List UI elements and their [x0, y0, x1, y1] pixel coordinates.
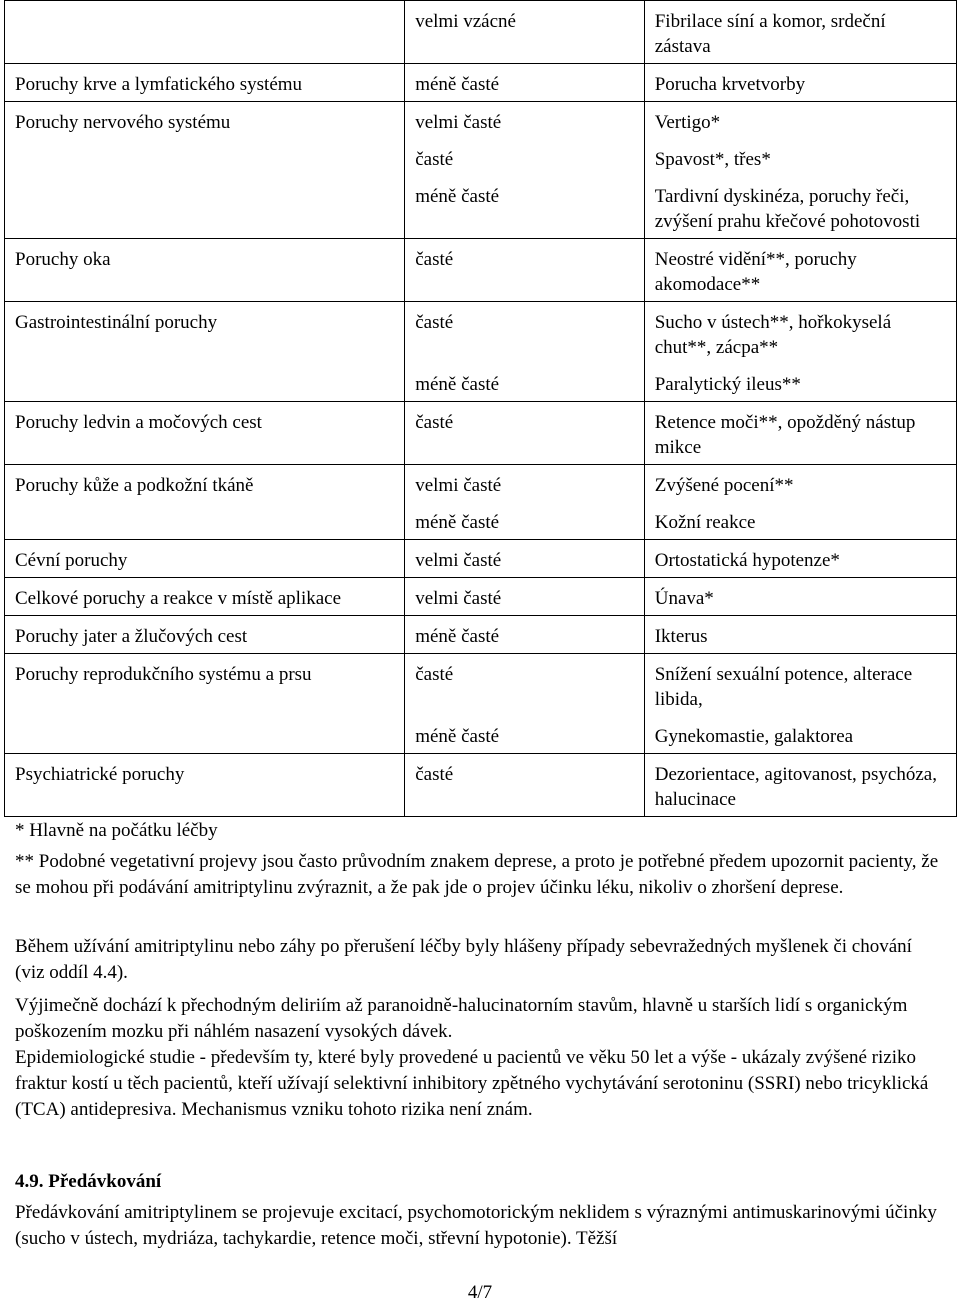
effect-cell: Dezorientace, agitovanost, psychóza, halucinace: [644, 754, 956, 817]
organ-cell: [5, 1, 405, 64]
organ-cell: Poruchy kůže a podkožní tkáně: [5, 465, 405, 503]
footnote-single-asterisk: * Hlavně na počátku léčby: [15, 820, 218, 841]
effect-cell: Porucha krvetvorby: [644, 64, 956, 102]
table-row: [5, 1, 957, 64]
frequency-cell: velmi vzácné: [405, 1, 645, 64]
frequency-cell: méně časté: [405, 64, 645, 102]
page-number: 4/7: [467, 1282, 493, 1303]
effect-cell: Ortostatická hypotenze*: [644, 540, 956, 578]
paragraph-delirium: Výjimečně dochází k přechodným deliriím až paranoidně-halucinatorním stavům, hlavně u starších lidí s organickým poškozením mozku při náhlém nasazení vysokých dávek.: [15, 995, 908, 1042]
organ-cell: Poruchy jater a žlučových cest: [5, 616, 405, 654]
effect-cell: Gynekomastie, galaktorea: [644, 716, 956, 754]
effect-cell: Fibrilace síní a komor, srdeční zástava: [644, 1, 956, 64]
organ-cell: Psychiatrické poruchy: [5, 754, 405, 817]
table-row: [5, 502, 957, 540]
frequency-cell: méně časté: [405, 176, 645, 239]
effect-cell: Ikterus: [644, 616, 956, 654]
organ-cell: Poruchy oka: [5, 239, 405, 302]
organ-cell: Poruchy ledvin a močových cest: [5, 402, 405, 465]
section-heading: [15, 1169, 940, 1195]
organ-cell: [5, 364, 405, 402]
table-row: [5, 716, 957, 754]
effect-cell: Paralytický ileus**: [644, 364, 956, 402]
organ-cell: Cévní poruchy: [5, 540, 405, 578]
table-row: [5, 402, 957, 465]
effect-cell: Neostré vidění**, poruchy akomodace**: [644, 239, 956, 302]
paragraph-suicidal-thoughts: Během užívání amitriptylinu nebo záhy po přerušení léčby byly hlášeny případy sebevražedných myšlenek či chování (viz oddíl 4.4).: [15, 936, 912, 983]
organ-cell: Poruchy nervového systému: [5, 102, 405, 140]
organ-cell: Poruchy reprodukčního systému a prsu: [5, 654, 405, 717]
table-row: [5, 239, 957, 302]
effect-cell: Únava*: [644, 578, 956, 616]
frequency-cell: velmi časté: [405, 465, 645, 503]
table-row: [5, 616, 957, 654]
frequency-cell: méně časté: [405, 502, 645, 540]
section-title: Předávkování: [48, 1171, 162, 1192]
frequency-cell: méně časté: [405, 716, 645, 754]
table-row: [5, 578, 957, 616]
organ-cell: [5, 502, 405, 540]
frequency-cell: časté: [405, 654, 645, 717]
table-row: [5, 754, 957, 817]
adverse-effects-table-body: [5, 1, 957, 817]
effect-cell: Vertigo*: [644, 102, 956, 140]
effect-cell: Spavost*, třes*: [644, 139, 956, 176]
table-row: [5, 102, 957, 140]
frequency-cell: časté: [405, 239, 645, 302]
effect-cell: Sucho v ústech**, hořkokyselá chut**, zácpa**: [644, 302, 956, 365]
organ-cell: Celkové poruchy a reakce v místě aplikace: [5, 578, 405, 616]
table-row: [5, 64, 957, 102]
footnote-double-asterisk: ** Podobné vegetativní projevy jsou často průvodním znakem deprese, a proto je potřebné předem upozornit pacienty, že se mohou při podávání amitriptylinu zvýraznit, a že pak jde o projev účinku léku, nikoliv o zhoršení deprese.: [15, 851, 939, 898]
table-row: [5, 139, 957, 176]
table-row: [5, 302, 957, 365]
organ-cell: [5, 176, 405, 239]
frequency-cell: méně časté: [405, 616, 645, 654]
paragraph-epidemiology: Epidemiologické studie - především ty, které byly provedené u pacientů ve věku 50 let a výše - ukázaly zvýšené riziko fraktur kostí u těch pacientů, kteří užívají selektivní inhibitory zpětného vychytávání serotoninu (SSRI) nebo tricyklická (TCA) antidepresiva. Mechanismus vzniku tohoto rizika není znám.: [15, 1047, 929, 1120]
section-number: 4.9.: [15, 1171, 44, 1192]
table-row: [5, 176, 957, 239]
effect-cell: Zvýšené pocení**: [644, 465, 956, 503]
effect-cell: Tardivní dyskinéza, poruchy řeči, zvýšení prahu křečové pohotovosti: [644, 176, 956, 239]
frequency-cell: časté: [405, 402, 645, 465]
table-row: [5, 654, 957, 717]
frequency-cell: časté: [405, 754, 645, 817]
frequency-cell: časté: [405, 139, 645, 176]
frequency-cell: velmi časté: [405, 102, 645, 140]
table-row: [5, 364, 957, 402]
organ-cell: [5, 139, 405, 176]
organ-cell: Poruchy krve a lymfatického systému: [5, 64, 405, 102]
effect-cell: Snížení sexuální potence, alterace libida,: [644, 654, 956, 717]
table-row: [5, 465, 957, 503]
frequency-cell: méně časté: [405, 364, 645, 402]
section-body: Předávkování amitriptylinem se projevuje excitací, psychomotorickým neklidem s výraznými antimuskarinovými účinky (sucho v ústech, mydriáza, tachykardie, retence moči, střevní hypotonie). Těžší: [15, 1202, 937, 1249]
adverse-effects-table: [4, 0, 957, 817]
effect-cell: Retence moči**, opožděný nástup mikce: [644, 402, 956, 465]
effect-cell: Kožní reakce: [644, 502, 956, 540]
frequency-cell: časté: [405, 302, 645, 365]
organ-cell: Gastrointestinální poruchy: [5, 302, 405, 365]
frequency-cell: velmi časté: [405, 540, 645, 578]
frequency-cell: velmi časté: [405, 578, 645, 616]
organ-cell: [5, 716, 405, 754]
table-row: [5, 540, 957, 578]
